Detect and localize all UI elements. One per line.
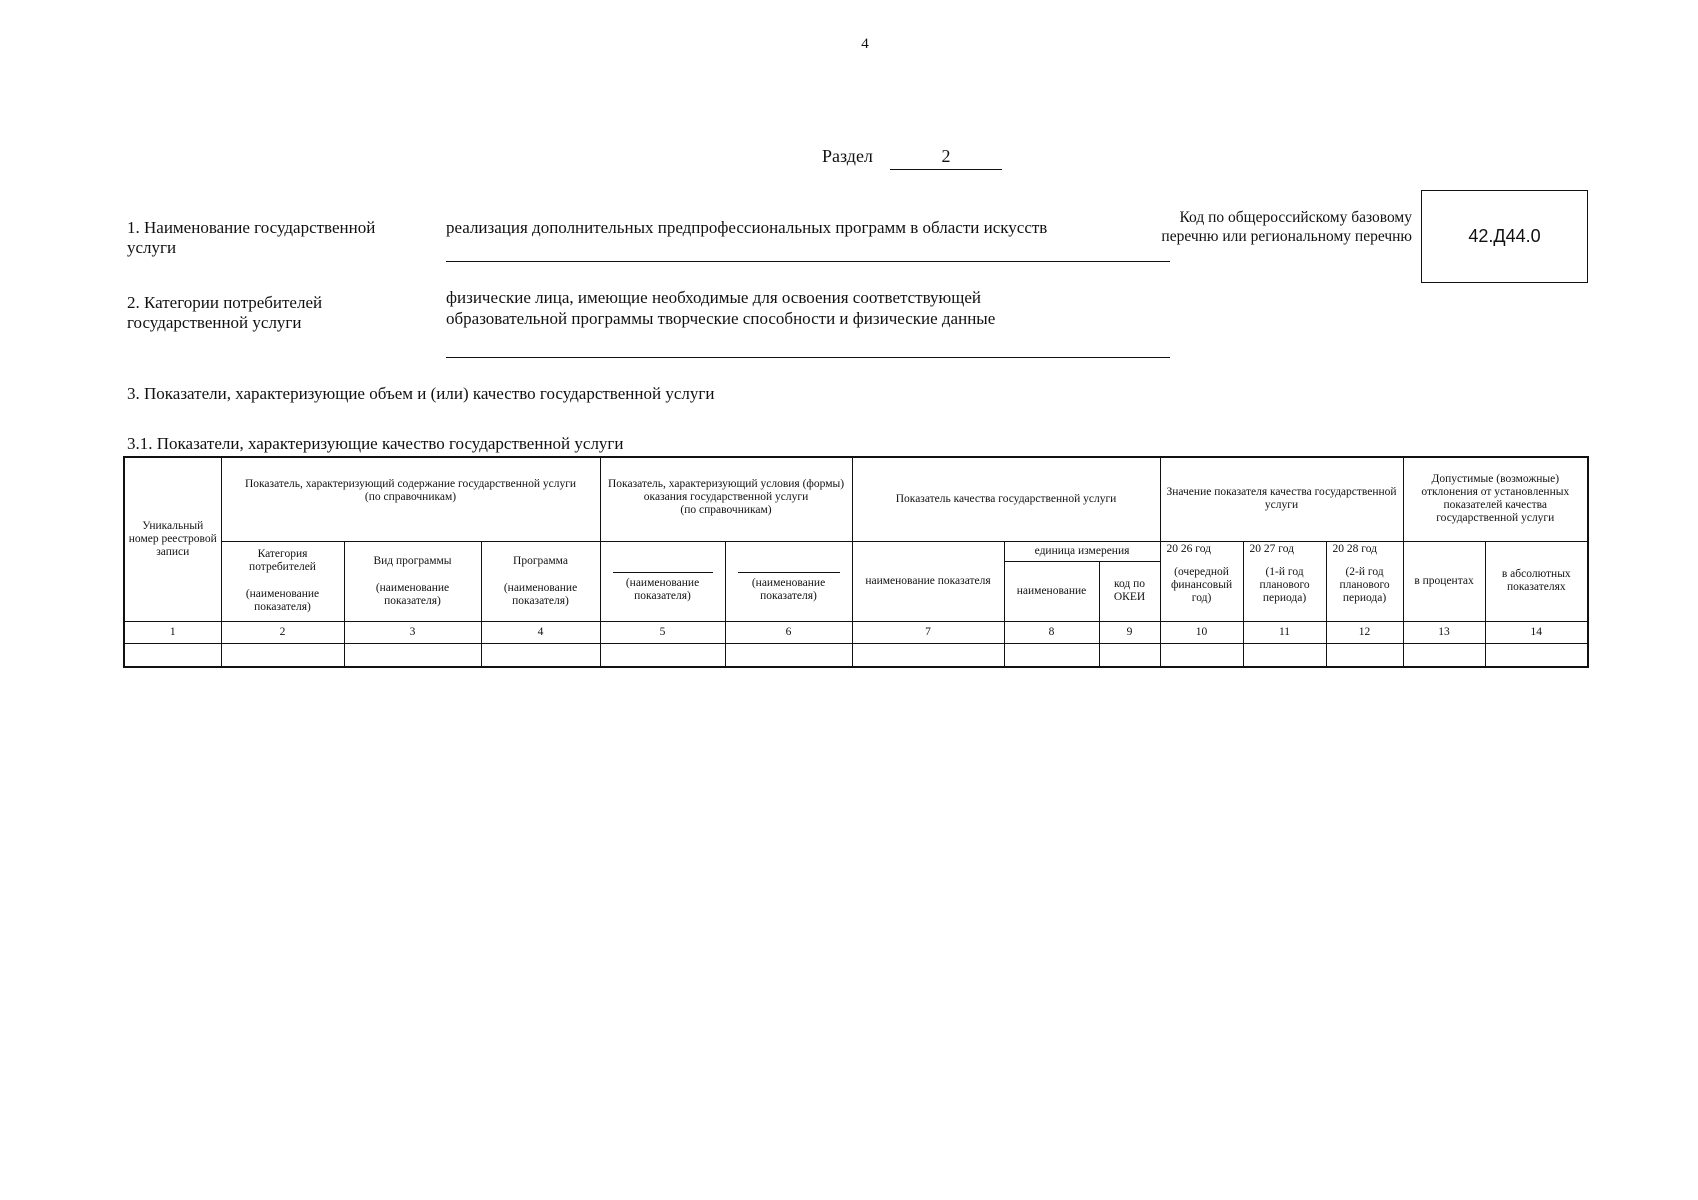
col-percent: в процентах: [1403, 541, 1485, 621]
col-number: 4: [481, 621, 600, 643]
section-number: 2: [890, 146, 1002, 170]
table-cell[interactable]: [852, 643, 1004, 667]
col-number: 10: [1160, 621, 1243, 643]
col-program: Программа (наименование показателя): [481, 541, 600, 621]
col-number: 8: [1004, 621, 1099, 643]
table-cell[interactable]: [124, 643, 221, 667]
table-cell[interactable]: [221, 643, 344, 667]
service-name-text: реализация дополнительных предпрофессиональных программ в области искусств: [446, 218, 1048, 237]
col-year-1: 20 26 год (очередной финансовый год): [1160, 541, 1243, 621]
col-unit-name: наименование: [1004, 561, 1099, 621]
table-cell[interactable]: [1243, 643, 1326, 667]
code-box: [1421, 190, 1588, 283]
col-absolute: в абсолютных показателях: [1485, 541, 1588, 621]
col-unit: единица измерения: [1004, 541, 1160, 561]
col-number: 13: [1403, 621, 1485, 643]
table-cell[interactable]: [1326, 643, 1403, 667]
table-cell[interactable]: [1160, 643, 1243, 667]
col-category: Категория потребителей (наименование показателя): [221, 541, 344, 621]
table-cell[interactable]: [1485, 643, 1588, 667]
table-cell[interactable]: [344, 643, 481, 667]
column-numbers-row: [124, 621, 1588, 643]
col-number: 6: [725, 621, 852, 643]
col-number: 1: [124, 621, 221, 643]
col-number: 7: [852, 621, 1004, 643]
table-cell[interactable]: [481, 643, 600, 667]
col-condition-2: (наименование показателя): [725, 541, 852, 621]
col-okei: код по ОКЕИ: [1099, 561, 1160, 621]
col-program-type: Вид программы (наименование показателя): [344, 541, 481, 621]
col-number: 14: [1485, 621, 1588, 643]
conditions-group-header: Показатель, характеризующий условия (формы) оказания государственной услуги (по справочникам): [600, 457, 852, 541]
content-group-header: Показатель, характеризующий содержание государственной услуги (по справочникам): [221, 457, 600, 541]
consumers-label: 2. Категории потребителей государственной услуги: [127, 293, 323, 332]
table-cell[interactable]: [600, 643, 725, 667]
code-value: 42.Д44.0: [1468, 226, 1541, 246]
consumers-line1: физические лица, имеющие необходимые для освоения соответствующей: [446, 288, 981, 307]
consumers-line2: образовательной программы творческие способности и физические данные: [446, 309, 996, 328]
service-name-value: [446, 217, 1170, 262]
col-number: 9: [1099, 621, 1160, 643]
consumers-value: [446, 287, 1170, 358]
table-cell[interactable]: [1004, 643, 1099, 667]
col-year-3: 20 28 год (2-й год планового периода): [1326, 541, 1403, 621]
col-number: 3: [344, 621, 481, 643]
section-label: Раздел: [822, 146, 873, 166]
col-condition-1: (наименование показателя): [600, 541, 725, 621]
empty-data-row: [124, 643, 1588, 667]
table-cell[interactable]: [725, 643, 852, 667]
col-year-2: 20 27 год (1-й год планового периода): [1243, 541, 1326, 621]
col-number: 5: [600, 621, 725, 643]
table-cell[interactable]: [1403, 643, 1485, 667]
col-number: 11: [1243, 621, 1326, 643]
quality-group-header: Показатель качества государственной услуги: [852, 457, 1160, 541]
col-number: 12: [1326, 621, 1403, 643]
heading-3: 3. Показатели, характеризующие объем и (или) качество государственной услуги: [127, 384, 715, 403]
code-label: Код по общероссийскому базовому перечню или региональному перечню: [1161, 209, 1412, 245]
value-group-header: Значение показателя качества государственной услуги: [1160, 457, 1403, 541]
registry-header: Уникальный номер реестровой записи: [124, 457, 221, 621]
quality-table: [123, 456, 1589, 668]
table-cell[interactable]: [1099, 643, 1160, 667]
deviation-group-header: Допустимые (возможные) отклонения от установленных показателей качества государственной услуги: [1403, 457, 1588, 541]
heading-3-1: 3.1. Показатели, характеризующие качество государственной услуги: [127, 434, 624, 453]
service-name-label: 1. Наименование государственной услуги: [127, 218, 376, 257]
col-number: 2: [221, 621, 344, 643]
col-indicator-name: наименование показателя: [852, 541, 1004, 621]
page-number: 4: [861, 36, 869, 52]
